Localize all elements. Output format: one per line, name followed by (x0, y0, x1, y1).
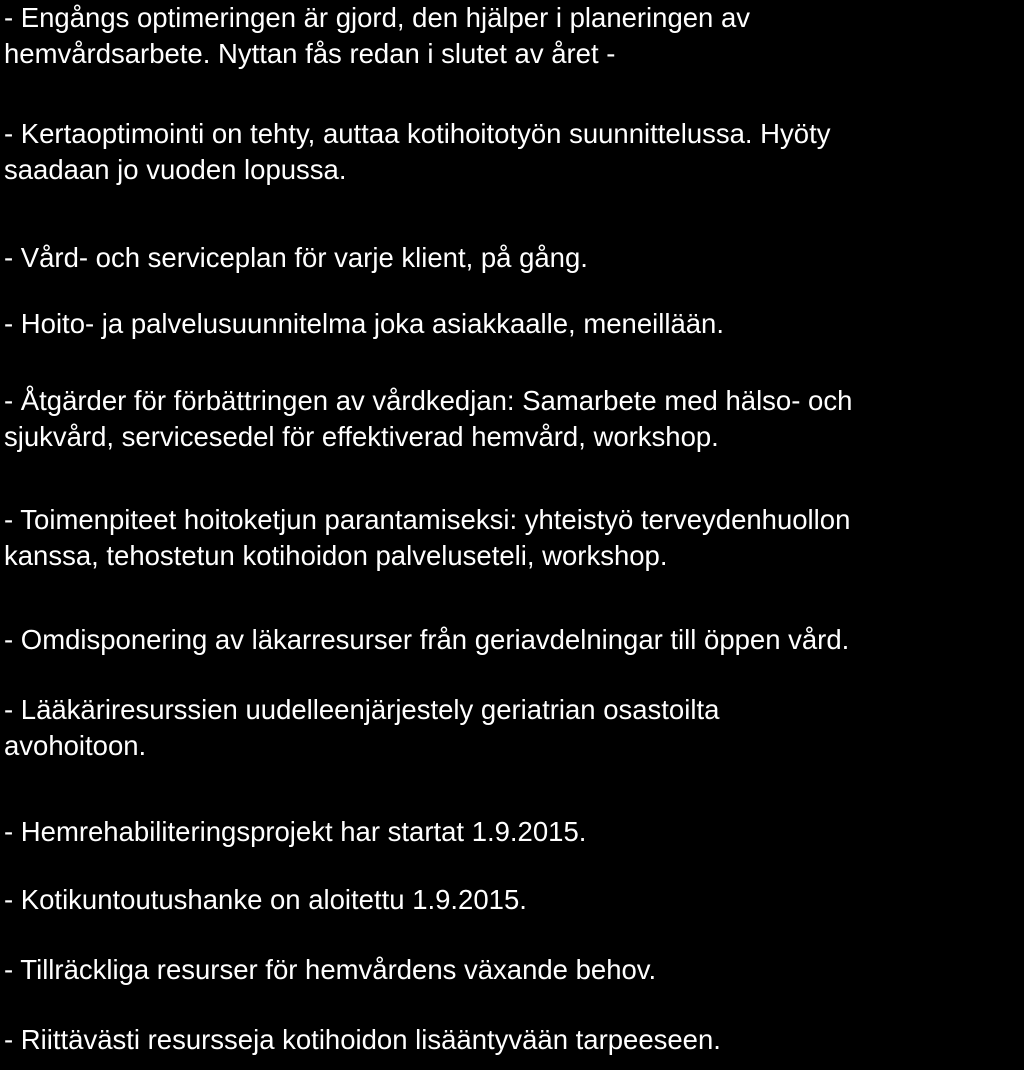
paragraph-optimization-sv: - Engångs optimeringen är gjord, den hjälper i planeringen av hemvårdsarbete. Nyttan fås redan i slutet av året - (4, 2, 751, 69)
paragraph-care-plan-fi: - Hoito- ja palvelusuunnitelma joka asiakkaalle, meneillään. (4, 308, 724, 339)
paragraph-doctor-resources-sv: - Omdisponering av läkarresurser från geriavdelningar till öppen vård. (4, 624, 850, 655)
paragraph-care-plan-sv: - Vård- och serviceplan för varje klient, på gång. (4, 242, 588, 273)
paragraph-rehab-project-fi: - Kotikuntoutushanke on aloitettu 1.9.2015. (4, 884, 527, 915)
paragraph-care-chain-sv: - Åtgärder för förbättringen av vårdkedjan: Samarbete med hälso- och sjukvård, servicesedel för effektiverad hemvård, workshop. (4, 385, 853, 452)
paragraph-resources-sv: - Tillräckliga resurser för hemvårdens växande behov. (4, 954, 657, 985)
paragraph-resources-fi: - Riittävästi resursseja kotihoidon lisääntyvään tarpeeseen. (4, 1024, 721, 1055)
paragraph-doctor-resources-fi: - Lääkäriresurssien uudelleenjärjestely geriatrian osastoilta avohoitoon. (4, 694, 720, 761)
paragraph-care-chain-fi: - Toimenpiteet hoitoketjun parantamiseksi: yhteistyö terveydenhuollon kanssa, tehostetun kotihoidon palveluseteli, workshop. (4, 504, 851, 571)
paragraph-rehab-project-sv: - Hemrehabiliteringsprojekt har startat 1.9.2015. (4, 816, 587, 847)
paragraph-optimization-fi: - Kertaoptimointi on tehty, auttaa kotihoitotyön suunnittelussa. Hyöty saadaan jo vuoden lopussa. (4, 118, 831, 185)
